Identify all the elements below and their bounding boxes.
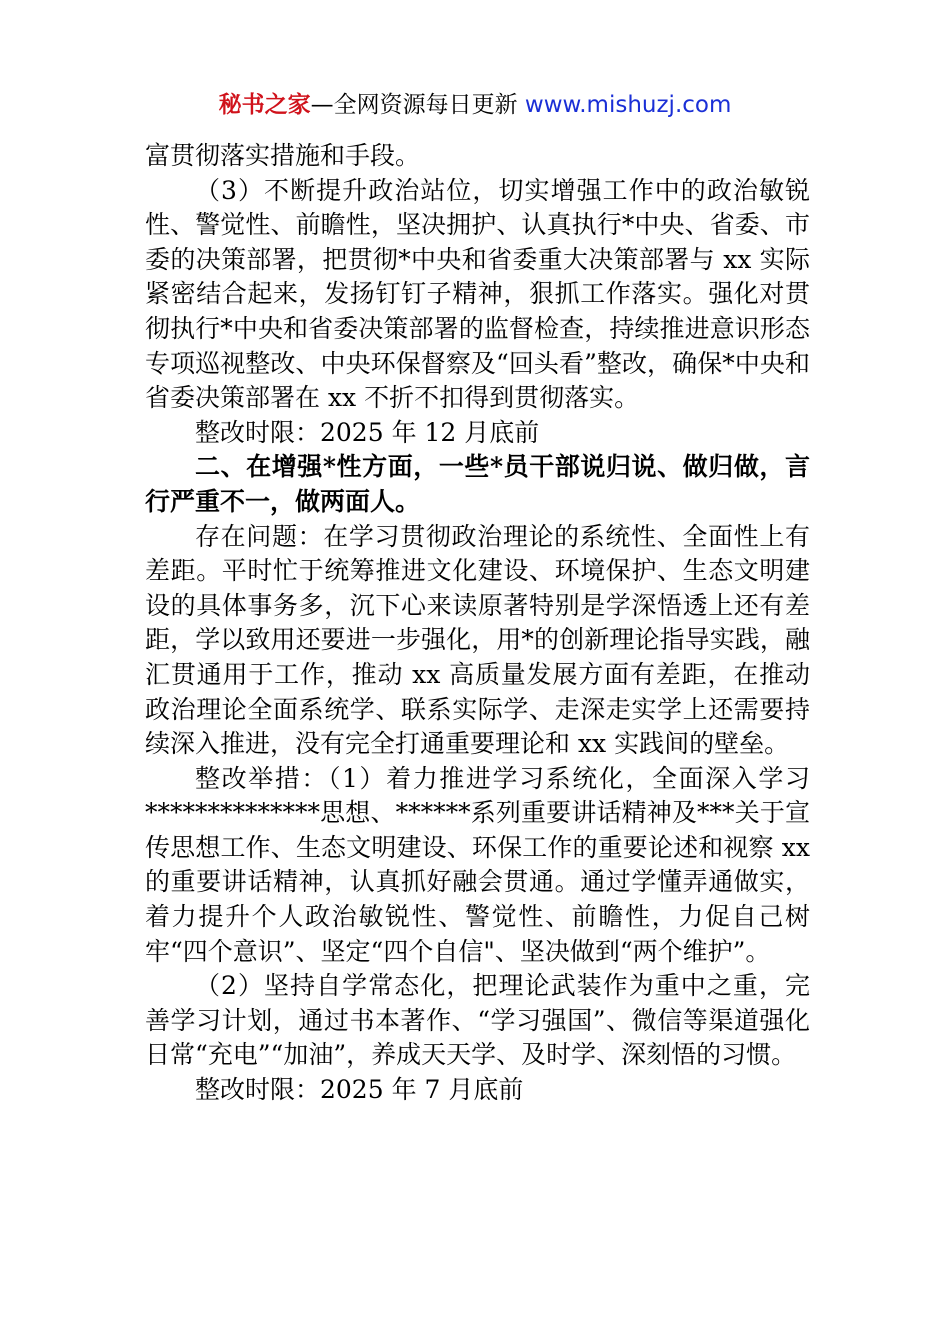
paragraph-measure-1: 整改举措：（1）着力推进学习系统化，全面深入学习**************思想、******系列重要讲话精神及***关于宣传思想工作、生态文明建设、环保工作的重要论述和视察 xx 的重要讲话精神，认真抓好融会贯通。通过学懂弄通做实，着力提升个人政治敏锐性、警觉性、前瞻性，力促自己树牢“四个意识”、坚定“四个自信"、坚决做到“两个维护”。	[145, 763, 810, 966]
paragraph-deadline-2: 整改时限：2025 年 7 月底前	[195, 1075, 524, 1105]
paragraph-deadline-1: 整改时限：2025 年 12 月底前	[195, 417, 540, 447]
paragraph-measure-2: （2）坚持自学常态化，把理论武装作为重中之重，完善学习计划，通过书本著作、“学习强国”、微信等渠道强化日常“充电”“加油”，养成天天学、及时学、深刻悟的习惯。	[145, 971, 810, 1070]
paragraph-measure-3: （3）不断提升政治站位，切实增强工作中的政治敏锐性、警觉性、前瞻性，坚决拥护、认真执行*中央、省委、市委的决策部署，把贯彻*中央和省委重大决策部署与 xx 实际紧密结合起来，发扬钉钉子精神，狠抓工作落实。强化对贯彻执行*中央和省委决策部署的监督检查，持续推进意识形态专项巡视整改、中央环保督察及“回头看”整改，确保*中央和省委决策部署在 xx 不折不扣得到贯彻落实。	[145, 175, 810, 413]
site-brand: 秘书之家	[218, 92, 311, 118]
document-body	[145, 139, 810, 1108]
paragraph-continuation: 富贯彻落实措施和手段。	[145, 141, 421, 170]
site-url-link[interactable]: www.mishuzj.com	[524, 92, 732, 118]
paragraph-problem: 存在问题：在学习贯彻政治理论的系统性、全面性上有差距。平时忙于统筹推进文化建设、环境保护、生态文明建设的具体事务多，沉下心来读原著特别是学深悟透上还有差距，学以致用还要进一步强化，用*的创新理论指导实践，融汇贯通用于工作，推动 xx 高质量发展方面有差距，在推动政治理论全面系统学、联系实际学、走深走实学上还需要持续深入推进，没有完全打通重要理论和 xx 实践间的壁垒。	[145, 521, 810, 759]
site-slogan: —全网资源每日更新	[310, 92, 518, 118]
site-header	[0, 88, 950, 122]
section-heading-2: 二、在增强*性方面，一些*员干部说归说、做归做，言行严重不一，做两面人。	[145, 452, 810, 516]
